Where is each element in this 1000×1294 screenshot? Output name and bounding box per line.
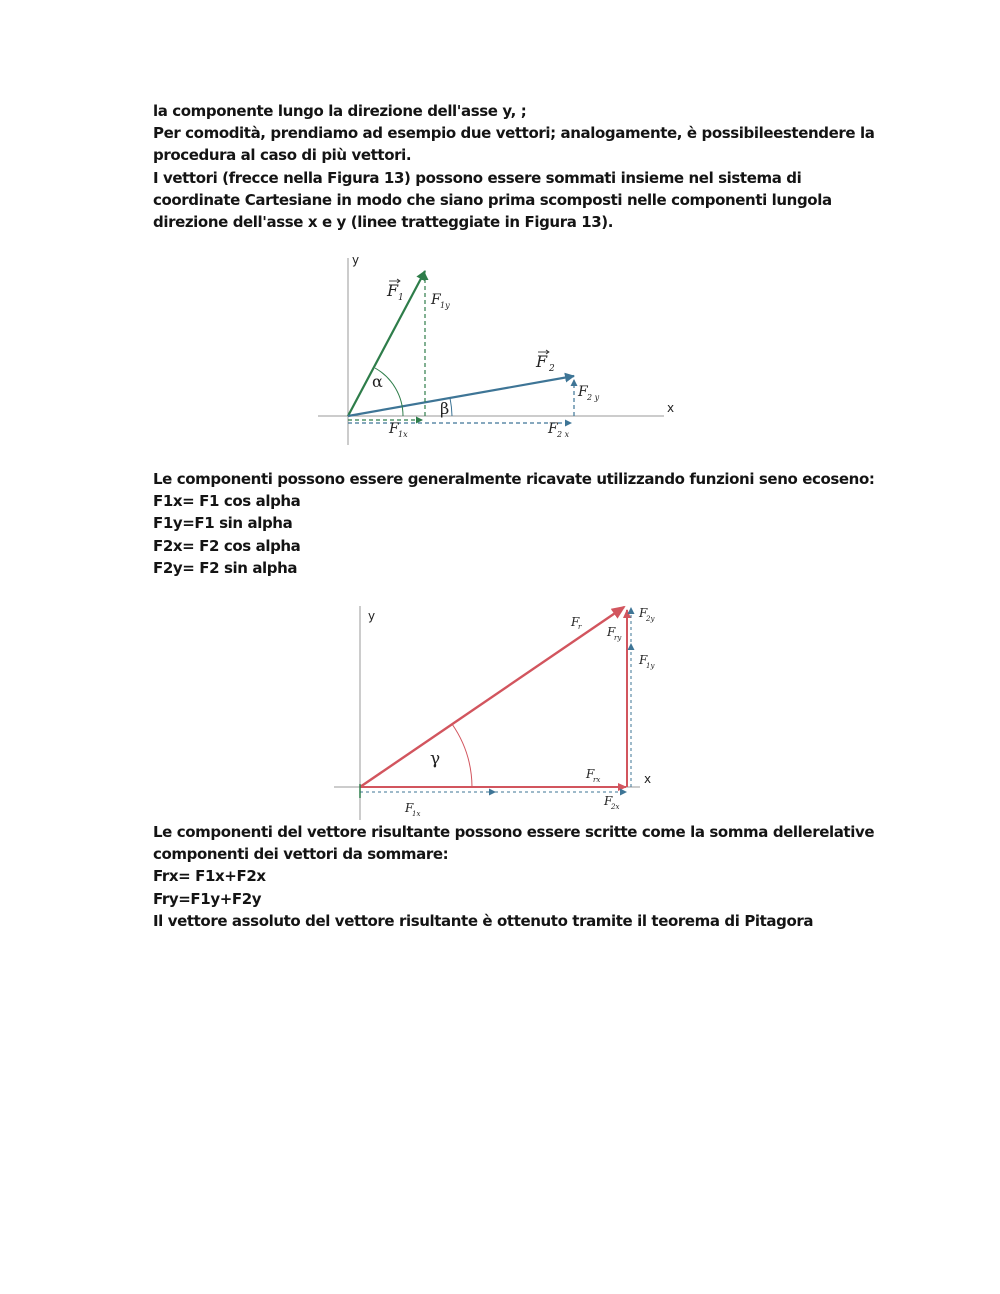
label-f1x [404, 801, 420, 818]
svg-text:F: F [389, 421, 399, 437]
angle-gamma-arc [452, 724, 472, 787]
angle-beta-label: β [440, 399, 450, 418]
y-axis-label: y [368, 609, 376, 623]
label-f2x [547, 421, 570, 439]
svg-text:2 y: 2 y [587, 393, 600, 402]
svg-text:r: r [578, 623, 582, 631]
y-axis-label: y [352, 253, 360, 267]
label-f1x [388, 421, 408, 439]
svg-text:1x: 1x [398, 430, 408, 439]
svg-text:F: F [639, 653, 648, 667]
label-f1 [386, 279, 404, 303]
svg-text:2x: 2x [611, 803, 620, 811]
text-line: coordinate Cartesiane in modo che siano prima scomposti nelle componenti lungola [153, 190, 832, 209]
text-line: F2x= F2 cos alpha [153, 536, 301, 555]
svg-text:F: F [536, 352, 548, 371]
svg-text:F: F [607, 625, 616, 639]
vector-fr [360, 607, 624, 787]
svg-text:2 x: 2 x [557, 430, 570, 439]
svg-text:F: F [578, 384, 588, 400]
text-line: Le componenti del vettore risultante possono essere scritte come la somma dellerelative [153, 823, 875, 841]
svg-text:F: F [571, 615, 580, 629]
angle-beta-arc [450, 398, 452, 416]
svg-text:1y: 1y [440, 301, 450, 310]
svg-text:F: F [405, 801, 414, 815]
text-line: componenti dei vettori da sommare: [153, 845, 449, 864]
x-axis-label: x [667, 401, 675, 415]
label-f2x [603, 794, 619, 811]
svg-text:F: F [586, 767, 595, 781]
svg-text:rx: rx [593, 776, 601, 784]
text-block-formulas [153, 468, 874, 579]
text-line: Il vettore assoluto del vettore risultante è ottenuto tramite il teorema di Pitagora [153, 911, 814, 930]
label-frx [585, 767, 600, 784]
svg-text:ry: ry [614, 634, 622, 642]
label-f2y [577, 384, 600, 402]
svg-text:F: F [548, 421, 558, 437]
label-f2 [535, 350, 555, 374]
text-line: Fry=F1y+F2y [153, 889, 262, 908]
svg-text:2y: 2y [646, 615, 655, 623]
text-line: F2y= F2 sin alpha [153, 558, 298, 577]
svg-text:F: F [639, 606, 648, 620]
figure-vector-components [312, 250, 682, 445]
text-block-intro [153, 100, 874, 233]
label-f1y [430, 292, 450, 310]
label-fry [606, 625, 622, 642]
x-axis-label: x [644, 772, 652, 786]
svg-text:F: F [387, 281, 399, 300]
text-line: procedura al caso di più vettori. [153, 146, 412, 165]
text-line: Frx= F1x+F2x [153, 867, 266, 886]
angle-alpha-label: α [372, 372, 383, 391]
text-block-resultant [153, 821, 874, 932]
text-line: Le componenti possono essere generalmente ricavate utilizzando funzioni seno ecoseno: [153, 470, 875, 488]
text-line: I vettori (frecce nella Figura 13) possono essere sommati insieme nel sistema di [153, 168, 802, 187]
svg-text:F: F [431, 292, 441, 308]
label-f1y [638, 653, 655, 670]
text-line: F1y=F1 sin alpha [153, 514, 293, 533]
svg-text:1x: 1x [412, 810, 421, 818]
svg-text:1: 1 [398, 293, 404, 303]
figure-resultant-vector [330, 598, 670, 820]
text-line: F1x= F1 cos alpha [153, 492, 301, 511]
text-line: la componente lungo la direzione dell'asse y, ; [153, 102, 527, 120]
svg-text:2: 2 [549, 364, 555, 374]
svg-text:1y: 1y [646, 662, 655, 670]
text-line: Per comodità, prendiamo ad esempio due vettori; analogamente, è possibileestendere la [153, 124, 875, 143]
angle-gamma-label: γ [430, 749, 441, 769]
label-fr [570, 615, 582, 631]
label-f2y [638, 606, 655, 623]
text-line: direzione dell'asse x e y (linee tratteggiate in Figura 13). [153, 212, 614, 231]
svg-text:F: F [604, 794, 613, 808]
